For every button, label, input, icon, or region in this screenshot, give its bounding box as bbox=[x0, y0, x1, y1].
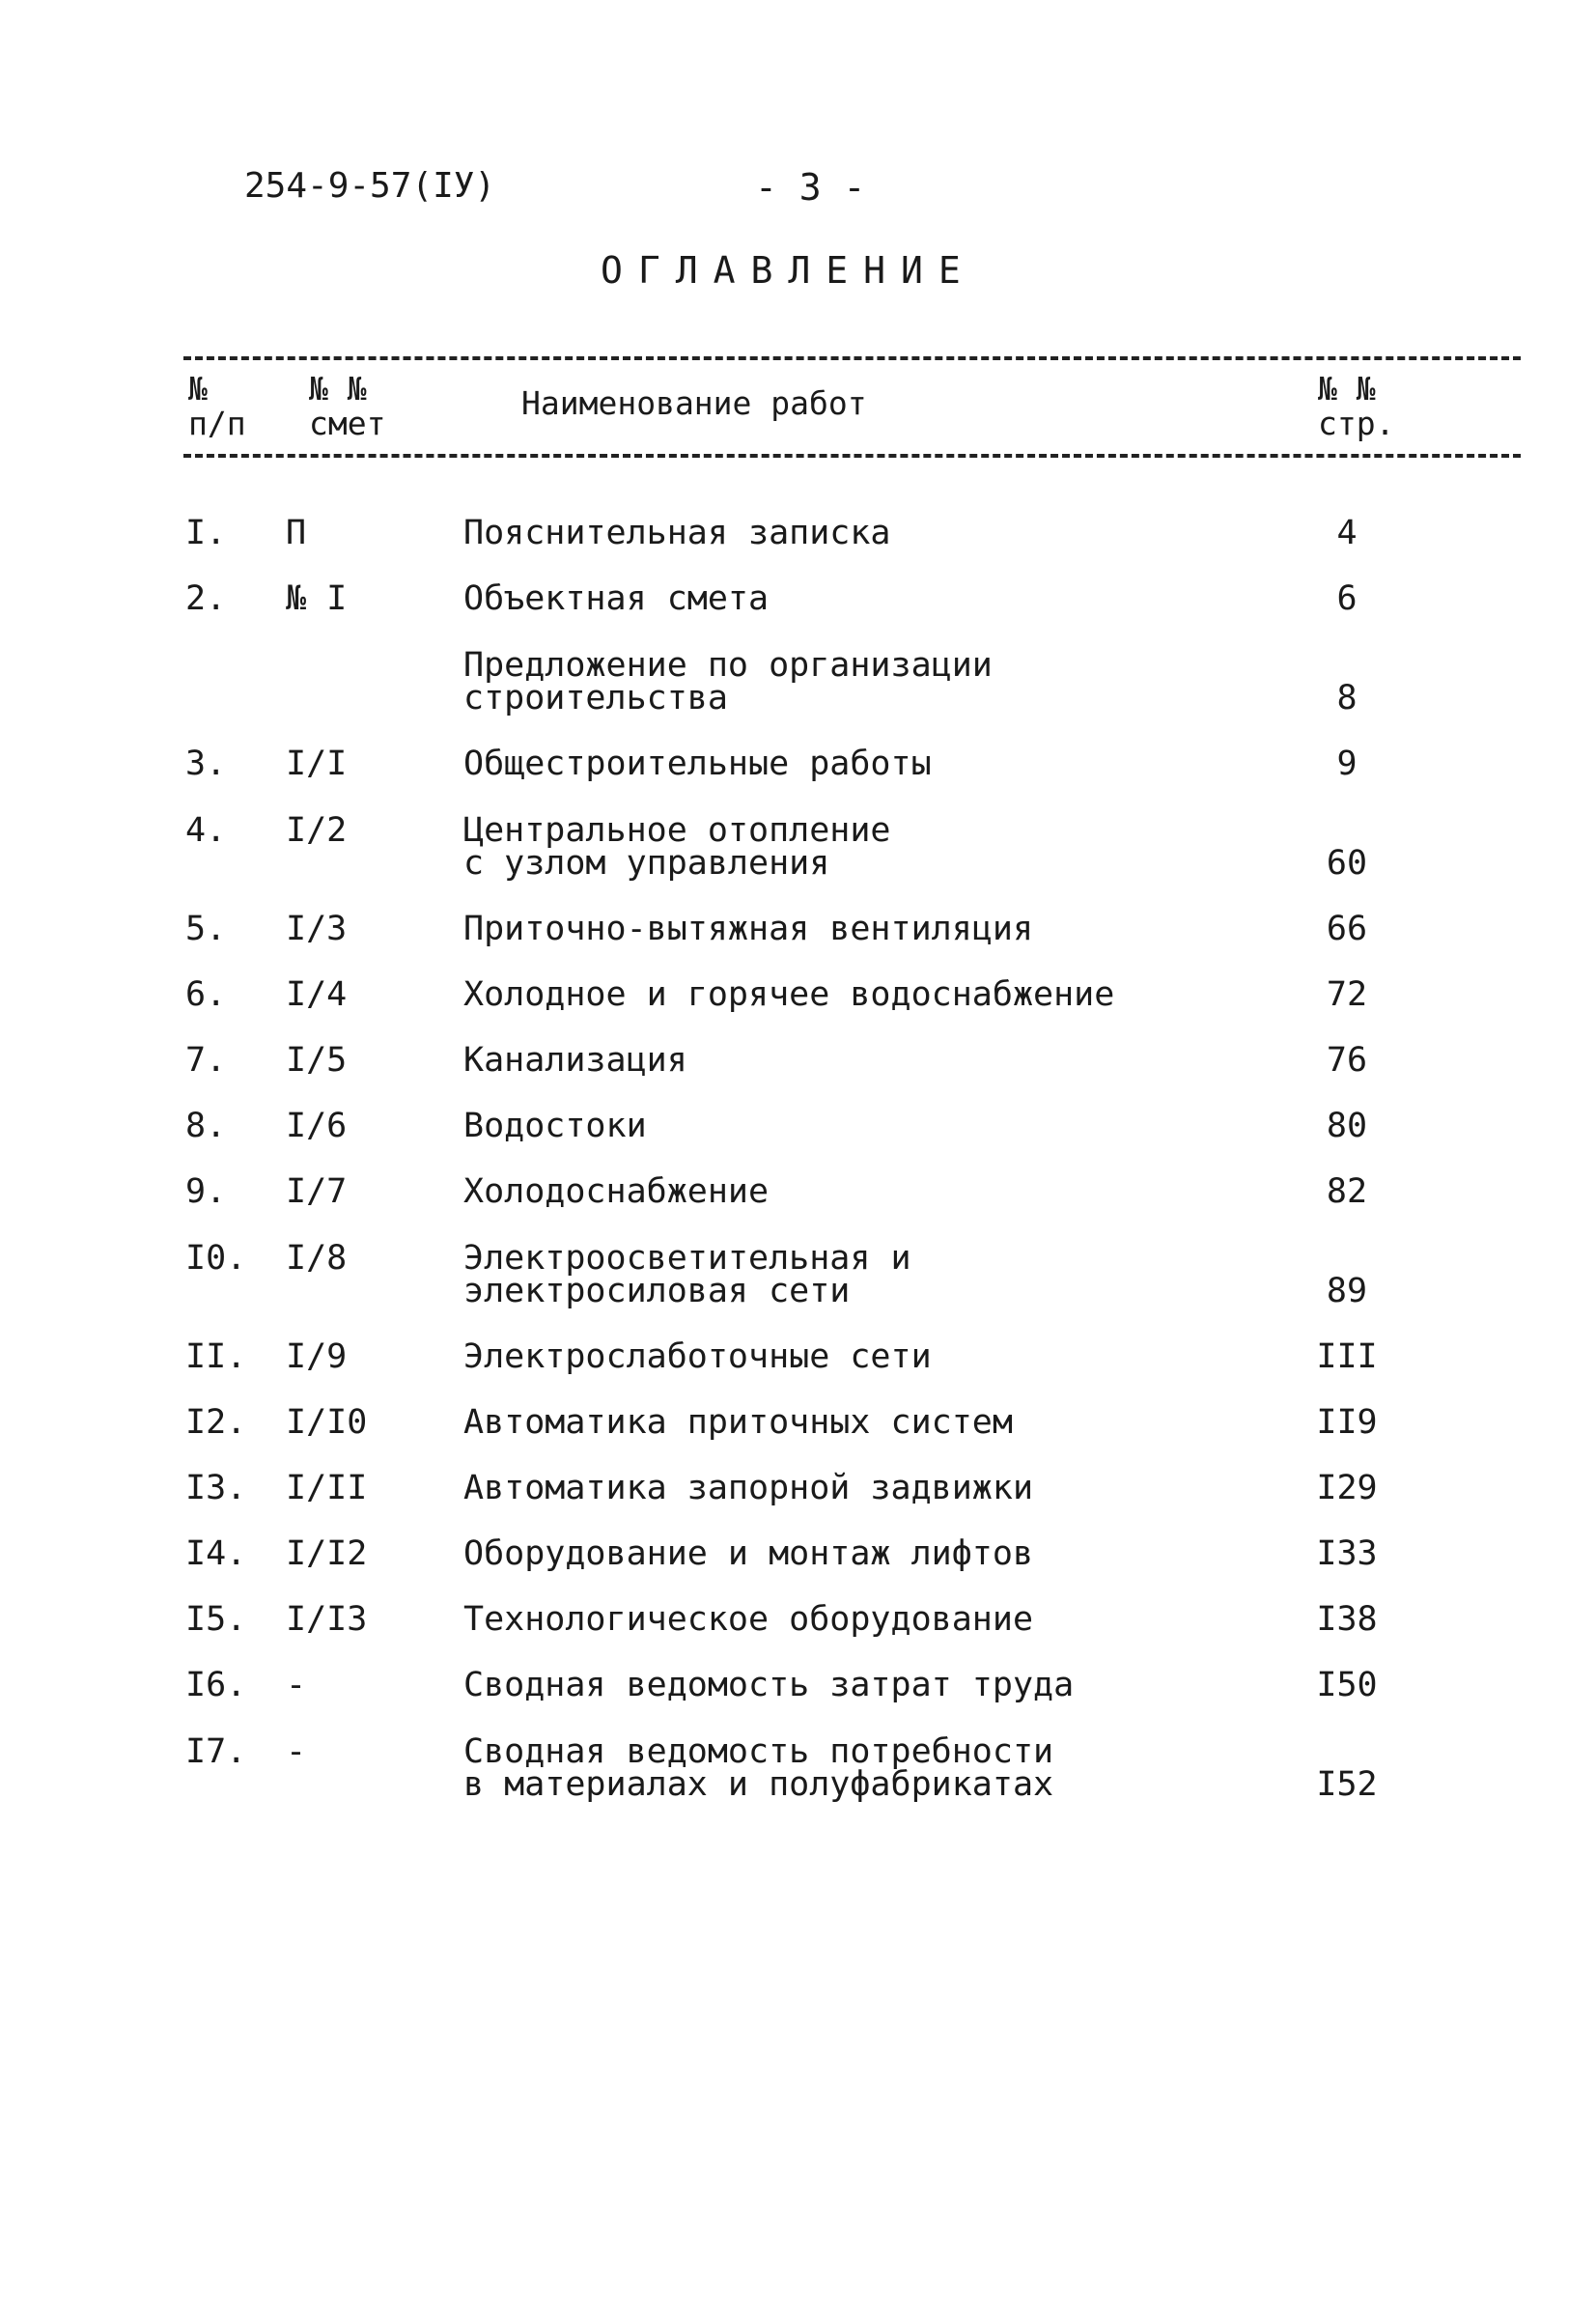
row-number: I5. bbox=[185, 1600, 247, 1639]
row-page: 76 bbox=[1326, 1041, 1368, 1080]
row-name-line: Электрослаботочные сети bbox=[463, 1337, 932, 1376]
row-estimate: I/6 bbox=[286, 1107, 348, 1145]
column-header-page: № № стр. bbox=[1318, 370, 1395, 442]
row-name-line: Сводная ведомость потребности bbox=[463, 1732, 1054, 1771]
row-estimate: I/8 bbox=[286, 1239, 348, 1278]
row-page: 89 bbox=[1326, 1272, 1368, 1310]
row-estimate: I/4 bbox=[286, 975, 348, 1014]
row-number: 8. bbox=[185, 1107, 227, 1145]
row-name bbox=[463, 1732, 1255, 1804]
page-number: - 3 - bbox=[755, 166, 866, 209]
row-estimate: I/9 bbox=[286, 1337, 348, 1376]
row-number: 2. bbox=[185, 579, 227, 618]
row-name bbox=[463, 1041, 1255, 1080]
row-page: I33 bbox=[1316, 1534, 1378, 1573]
row-name-line: Канализация bbox=[463, 1041, 687, 1080]
row-name-line: Сводная ведомость затрат труда bbox=[463, 1666, 1075, 1704]
row-number: 9. bbox=[185, 1172, 227, 1211]
row-name-line: строительства bbox=[463, 679, 728, 717]
row-estimate: I/5 bbox=[286, 1041, 348, 1080]
row-name-line: Оборудование и монтаж лифтов bbox=[463, 1534, 1034, 1573]
row-name-line: Центральное отопление bbox=[463, 811, 891, 850]
row-name bbox=[463, 514, 1255, 552]
row-name-line: Технологическое оборудование bbox=[463, 1600, 1034, 1639]
row-page: 80 bbox=[1326, 1107, 1368, 1145]
row-estimate: I/I0 bbox=[286, 1403, 368, 1442]
row-name-line: Водостоки bbox=[463, 1107, 647, 1145]
row-number: I. bbox=[185, 514, 227, 552]
row-name bbox=[463, 1107, 1255, 1145]
row-number: I7. bbox=[185, 1732, 247, 1771]
row-name-line: Холодоснабжение bbox=[463, 1172, 770, 1211]
row-number: I6. bbox=[185, 1666, 247, 1704]
row-estimate: I/2 bbox=[286, 811, 348, 850]
row-name bbox=[463, 910, 1255, 948]
column-header-number: № п/п bbox=[188, 370, 246, 442]
row-estimate: I/II bbox=[286, 1469, 368, 1507]
row-estimate: I/I3 bbox=[286, 1600, 368, 1639]
row-name bbox=[463, 1172, 1255, 1211]
row-page: II9 bbox=[1316, 1403, 1378, 1442]
row-name-line: в материалах и полуфабрикатах bbox=[463, 1765, 1054, 1804]
row-page: 82 bbox=[1326, 1172, 1368, 1211]
row-estimate: - bbox=[286, 1666, 307, 1704]
row-estimate: № I bbox=[286, 579, 348, 618]
row-page: I50 bbox=[1316, 1666, 1378, 1704]
row-page: I52 bbox=[1316, 1765, 1378, 1804]
row-estimate: - bbox=[286, 1732, 307, 1771]
column-header-name: Наименование работ bbox=[521, 384, 867, 422]
row-page: 6 bbox=[1336, 579, 1358, 618]
row-name-line: с узлом управления bbox=[463, 844, 830, 883]
row-name-line: Автоматика приточных систем bbox=[463, 1403, 1013, 1442]
row-estimate: I/I bbox=[286, 745, 348, 783]
row-name-line: электросиловая сети bbox=[463, 1272, 851, 1310]
row-number: I3. bbox=[185, 1469, 247, 1507]
row-page: 72 bbox=[1326, 975, 1368, 1014]
row-name-line: Холодное и горячее водоснабжение bbox=[463, 975, 1115, 1014]
row-number: 6. bbox=[185, 975, 227, 1014]
row-page: 60 bbox=[1326, 844, 1368, 883]
row-estimate: I/7 bbox=[286, 1172, 348, 1211]
column-header-estimate: № № смет bbox=[309, 370, 386, 442]
row-number: 4. bbox=[185, 811, 227, 850]
row-page: III bbox=[1316, 1337, 1378, 1376]
row-number: II. bbox=[185, 1337, 247, 1376]
row-name bbox=[463, 579, 1255, 618]
page-title: ОГЛАВЛЕНИЕ bbox=[601, 249, 976, 292]
row-name-line: Пояснительная записка bbox=[463, 514, 891, 552]
row-name bbox=[463, 1666, 1255, 1704]
row-page: I38 bbox=[1316, 1600, 1378, 1639]
row-page: 66 bbox=[1326, 910, 1368, 948]
row-number: I2. bbox=[185, 1403, 247, 1442]
row-name-line: Предложение по организации bbox=[463, 646, 993, 685]
row-name-line: Автоматика запорной задвижки bbox=[463, 1469, 1034, 1507]
row-number: 7. bbox=[185, 1041, 227, 1080]
row-name-line: Приточно-вытяжная вентиляция bbox=[463, 910, 1034, 948]
row-name bbox=[463, 1337, 1255, 1376]
row-page: 4 bbox=[1336, 514, 1358, 552]
row-name bbox=[463, 1239, 1255, 1310]
row-name-line: Объектная смета bbox=[463, 579, 770, 618]
row-page: I29 bbox=[1316, 1469, 1378, 1507]
document-code: 254-9-57(IУ) bbox=[244, 166, 496, 206]
row-name-line: Электроосветительная и bbox=[463, 1239, 911, 1278]
row-name bbox=[463, 1469, 1255, 1507]
row-number: I0. bbox=[185, 1239, 247, 1278]
row-estimate: I/I2 bbox=[286, 1534, 368, 1573]
row-number: 3. bbox=[185, 745, 227, 783]
row-page: 8 bbox=[1336, 679, 1358, 717]
row-name bbox=[463, 1534, 1255, 1573]
row-number: I4. bbox=[185, 1534, 247, 1573]
row-estimate: П bbox=[286, 514, 307, 552]
row-name bbox=[463, 1600, 1255, 1639]
row-name bbox=[463, 646, 1255, 717]
row-name-line: Общестроительные работы bbox=[463, 745, 932, 783]
row-estimate: I/3 bbox=[286, 910, 348, 948]
row-number: 5. bbox=[185, 910, 227, 948]
row-name bbox=[463, 745, 1255, 783]
row-name bbox=[463, 1403, 1255, 1442]
row-name bbox=[463, 811, 1255, 883]
row-name bbox=[463, 975, 1255, 1014]
row-page: 9 bbox=[1336, 745, 1358, 783]
